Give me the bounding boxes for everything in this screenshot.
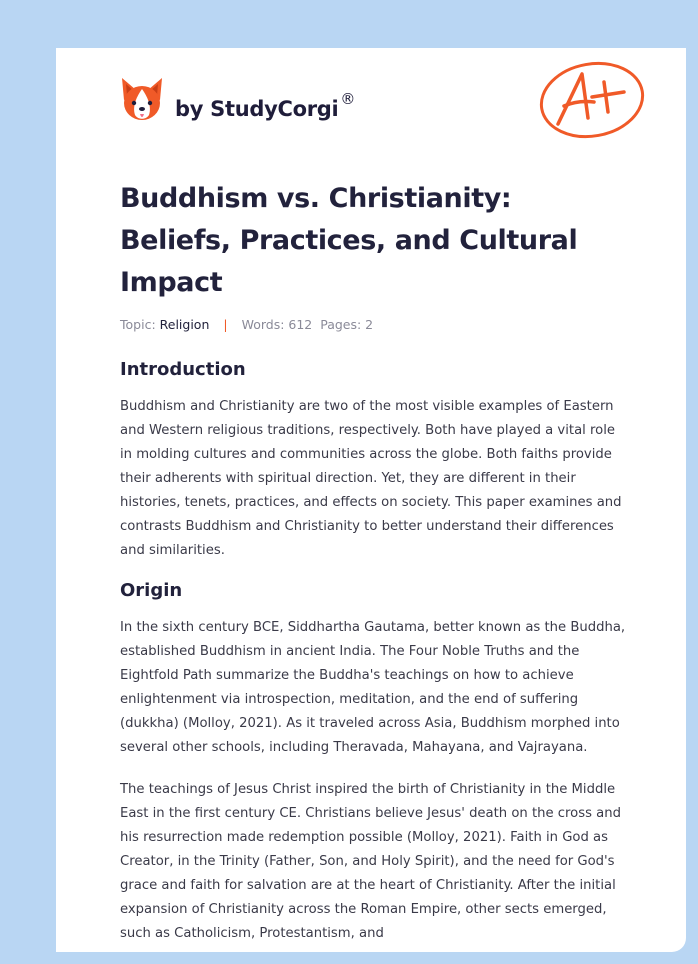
origin-paragraph-1: In the sixth century BCE, Siddhartha Gautama, better known as the Buddha, established Buddhism in ancient India. The Four Noble Truths and the Eightfold Path summarize the Buddha's teachings on how to achieve enlightenment via introspection, meditation, and the end of suffering (dukkha) (Molloy, 2021). As it traveled across Asia, Buddhism morphed into several other schools, including Theravada, Mahayana, and Vajrayana.	[120, 620, 626, 755]
introduction-paragraph: Buddhism and Christianity are two of the most visible examples of Eastern and Western religious traditions, respectively. Both have played a vital role in molding cultures and communities across the globe. Both faiths provide their adherents with spiritual direction. Yet, they are different in their histories, tenets, practices, and effects on society. This paper examines and contrasts Buddhism and Christianity to better understand their differences and similarities.	[120, 399, 622, 558]
section-heading-origin: Origin	[120, 580, 183, 601]
page-title: Buddhism vs. Christianity: Beliefs, Practices, and Cultural Impact	[120, 183, 578, 298]
corgi-logo-icon[interactable]	[120, 76, 164, 122]
topic-link[interactable]: Religion	[159, 317, 210, 332]
document-page	[56, 48, 686, 952]
word-count: Words: 612	[241, 317, 313, 332]
topic-label: Topic:	[120, 317, 156, 332]
origin-paragraph-2: The teachings of Jesus Christ inspired the birth of Christianity in the Middle East in the first century CE. Christians believe Jesus' death on the cross and his resurrection made redemption possible (Molloy, 2021). Faith in God as Creator, in the Trinity (Father, Son, and Holy Spirit), and the need for God's grace and faith for salvation are at the heart of Christianity. After the initial expansion of Christianity across the Roman Empire, other sects emerged, such as Catholicism, Protestantism, and	[120, 782, 621, 941]
registered-mark: ®	[340, 90, 356, 108]
article-meta	[120, 316, 628, 334]
page-count: Pages: 2	[320, 317, 374, 332]
a-plus-grade-icon	[538, 60, 650, 142]
section-heading-introduction: Introduction	[120, 359, 246, 380]
brand-name[interactable]: by StudyCorgi ®	[175, 90, 356, 121]
article	[120, 178, 628, 946]
meta-separator: |	[223, 317, 228, 332]
